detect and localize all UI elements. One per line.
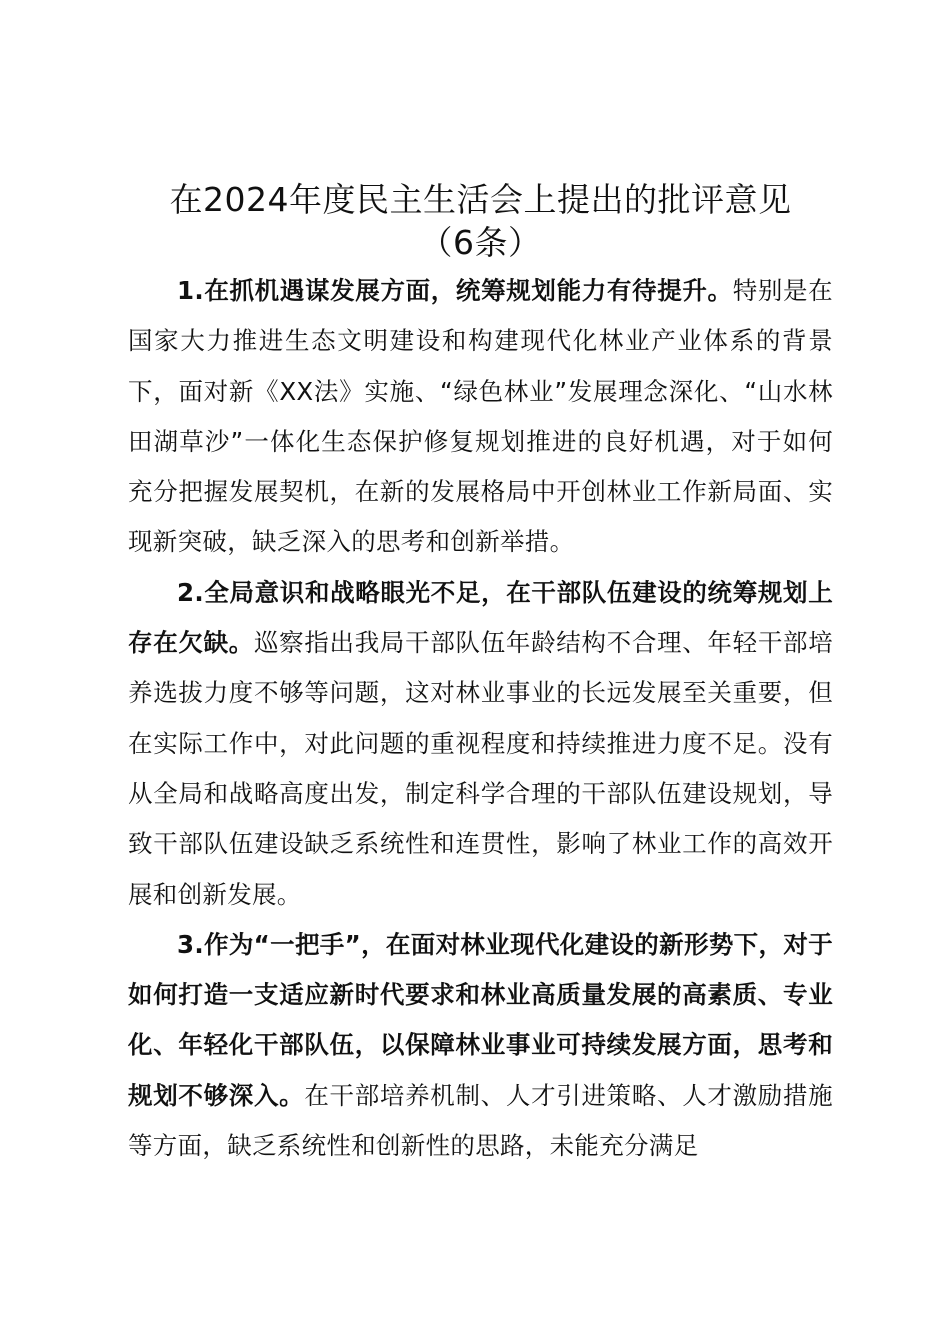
paragraph-3-lead: 3.作为“一把手”，在面对林业现代化建设的新形势下，对于如何打造一支适应新时代要求和林业高质量发展的高素质、专业化、年轻化干部队伍，以保障林业事业可持续发展方面，思考和规划不够深入。 <box>128 929 833 1110</box>
paragraph-2-lead: 2.全局意识和战略眼光不足，在干部队伍建设的统筹规划上存在欠缺。 <box>128 577 833 658</box>
paragraph-2 <box>128 568 833 920</box>
title-line-1: 在2024年度民主生活会上提出的批评意见 <box>169 180 792 219</box>
document-title <box>128 178 833 264</box>
paragraph-3-body: 在干部培养机制、人才引进策略、人才激励措施等方面，缺乏系统性和创新性的思路，未能充分满足 <box>128 1080 833 1161</box>
paragraph-1 <box>128 266 833 568</box>
paragraph-2-body: 巡察指出我局干部队伍年龄结构不合理、年轻干部培养选拔力度不够等问题，这对林业事业的长远发展至关重要，但在实际工作中，对此问题的重视程度和持续推进力度不足。没有从全局和战略高度出发，制定科学合理的干部队伍建设规划，导致干部队伍建设缺乏系统性和连贯性，影响了林业工作的高效开展和创新发展。 <box>128 628 833 909</box>
title-line-2: （6条） <box>419 223 542 262</box>
document-page <box>128 178 833 1171</box>
paragraph-1-lead: 1.在抓机遇谋发展方面，统筹规划能力有待提升。 <box>177 276 733 305</box>
paragraph-3 <box>128 920 833 1171</box>
paragraph-1-body: 特别是在国家大力推进生态文明建设和构建现代化林业产业体系的背景下，面对新《XX法》实施、“绿色林业”发展理念深化、“山水林田湖草沙”一体化生态保护修复规划推进的良好机遇，对于如何充分把握发展契机，在新的发展格局中开创林业工作新局面、实现新突破，缺乏深入的思考和创新举措。 <box>128 276 833 557</box>
